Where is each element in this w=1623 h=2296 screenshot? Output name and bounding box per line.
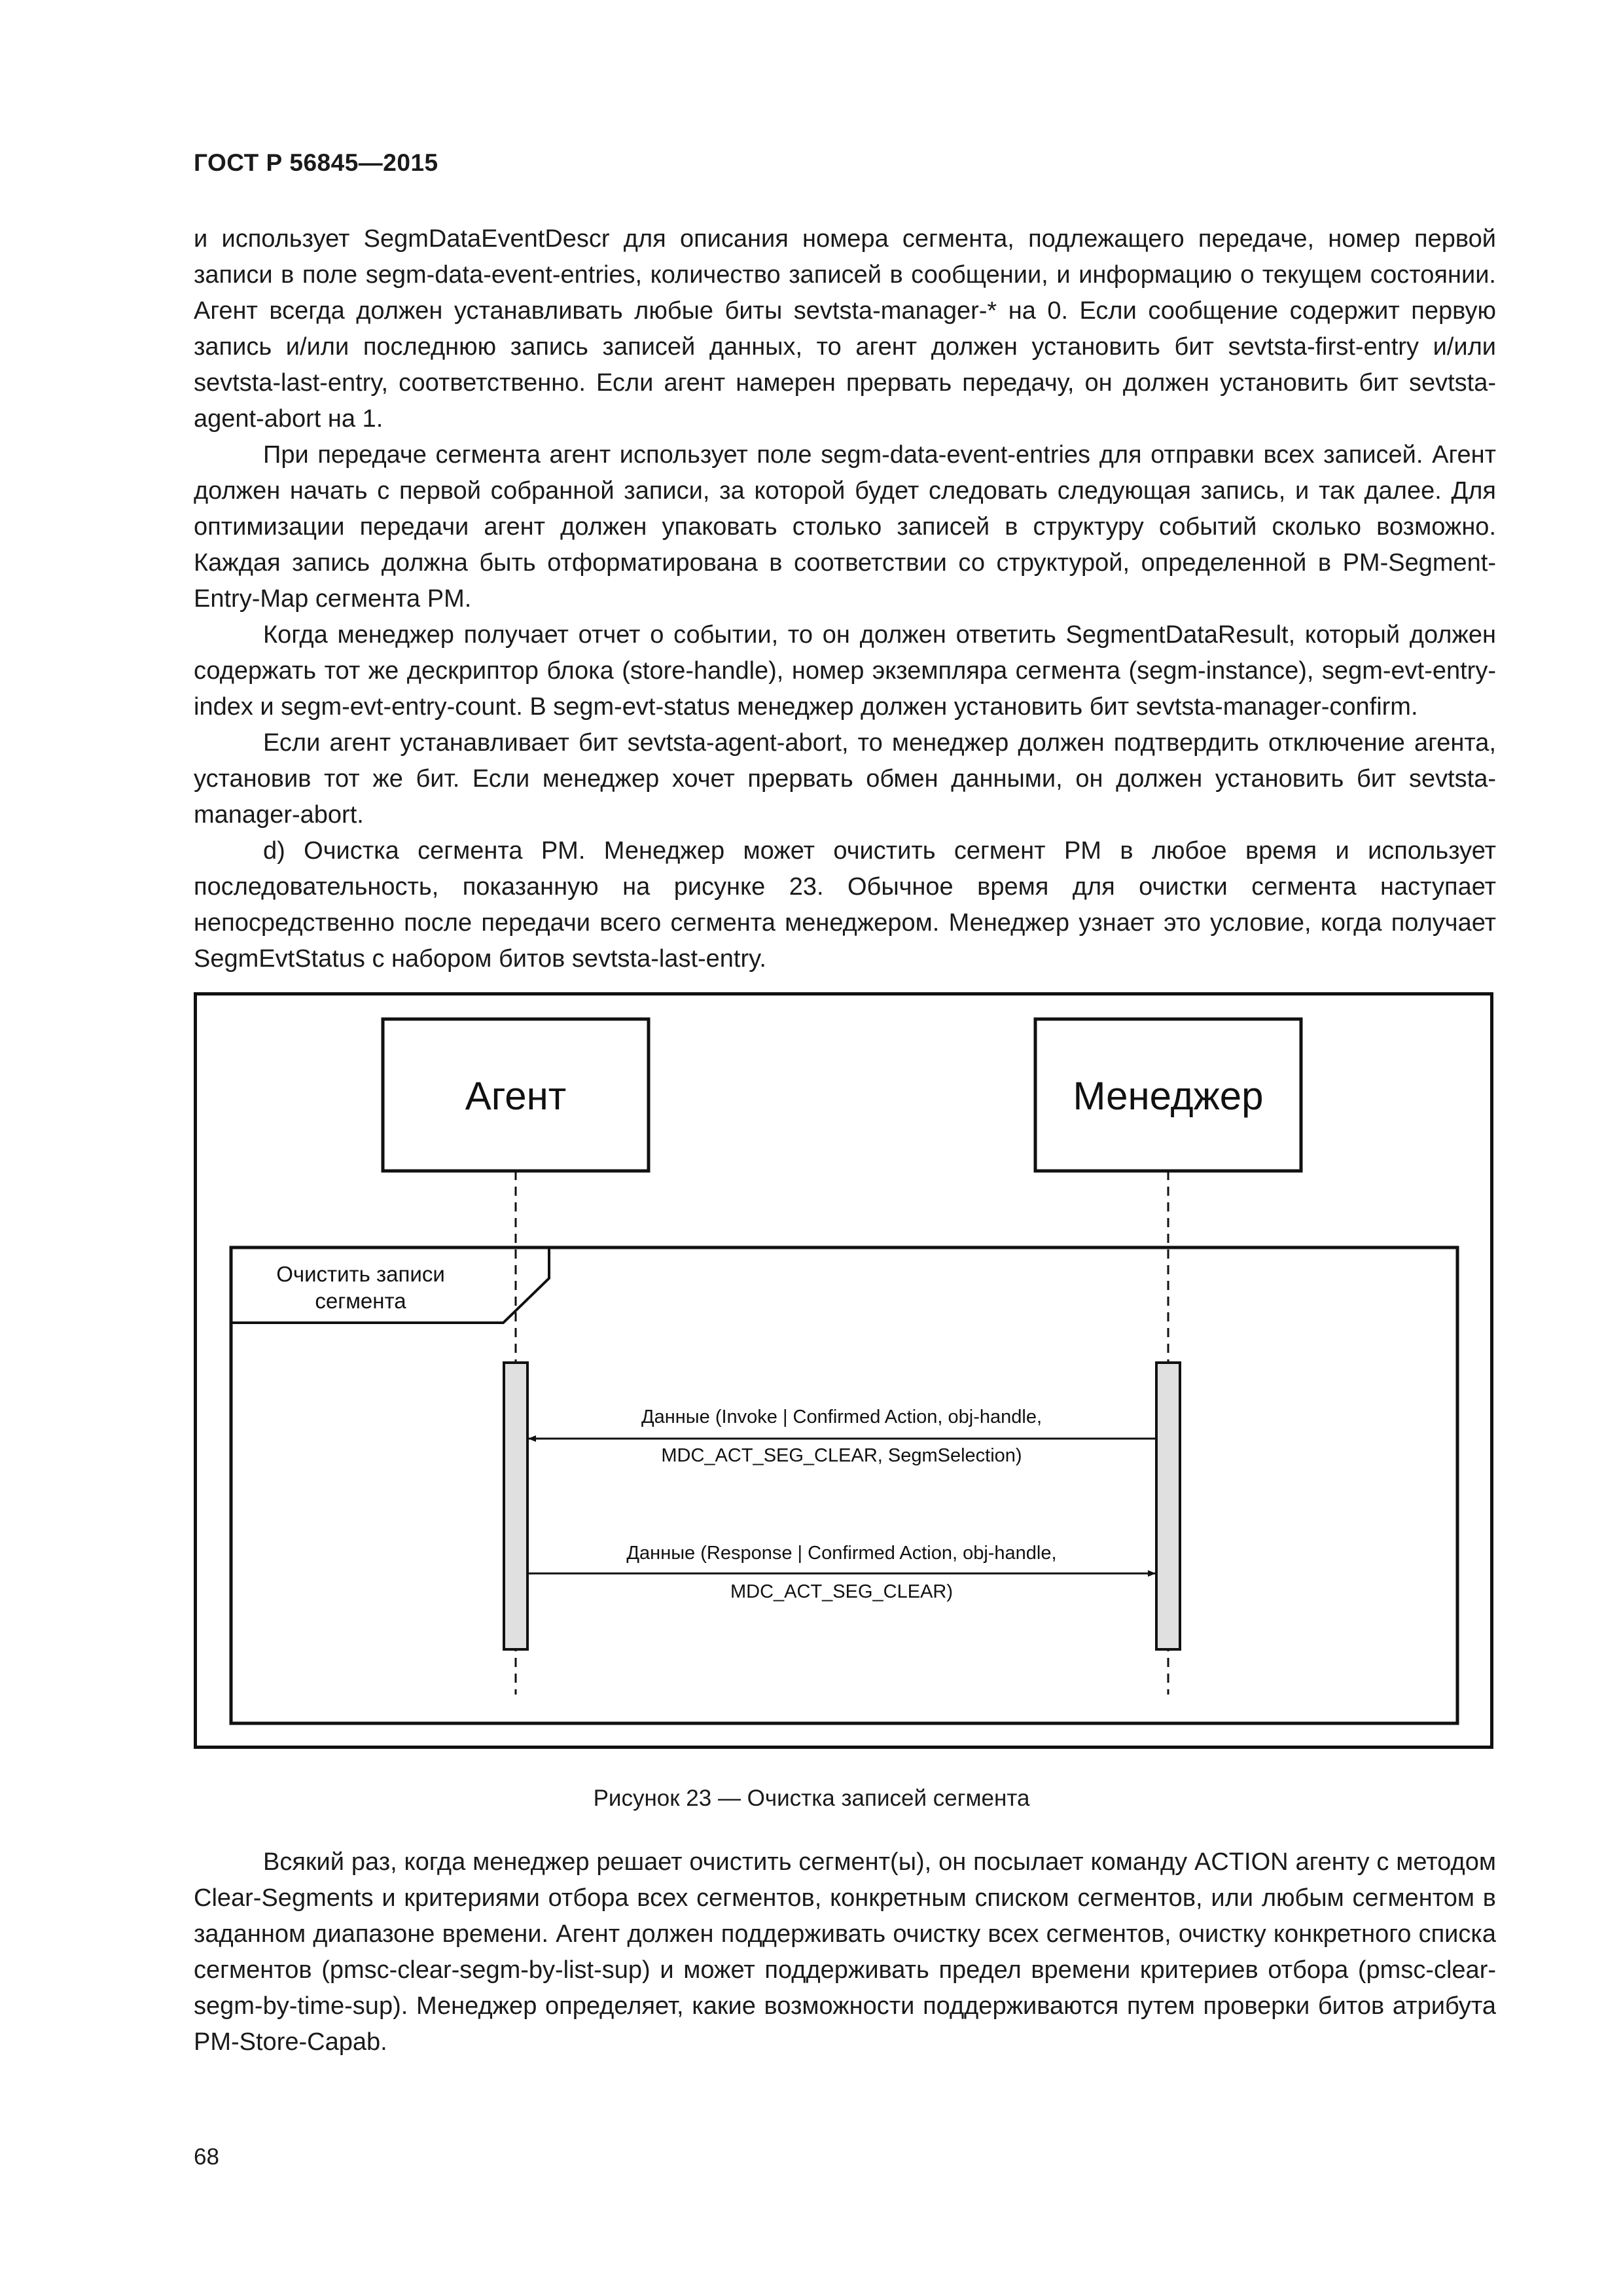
- agent-activation-bar: [504, 1363, 527, 1649]
- paragraph: Всякий раз, когда менеджер решает очистить сегмент(ы), он посылает команду ACTION агенту с методом Clear-Segments и критериями отбора всех сегментов, конкретным списком сегментов, или любым сегментом в заданном диапазоне времени. Агент должен поддерживать очистку всех сегментов, очистку конкретного списка сегментов (pmsc-clear-segm-by-list-sup) и может поддерживать предел времени критериев отбора (pmsc-clear-segm-by-time-sup). Менеджер определяет, какие возможности поддерживаются путем проверки битов атрибута PM-Store-Capab.: [194, 1848, 1496, 2056]
- fragment-label-line1: Очистить записи: [276, 1262, 445, 1286]
- paragraph: d) Очистка сегмента PM. Менеджер может очистить сегмент PM в любое время и использует последовательность, показанную на рисунке 23. Обычное время для очистки сегмента наступает непосредственно после передачи всего сегмента менеджером. Менеджер узнает это условие, когда получает SegmEvtStatus с набором битов sevtsta-last-entry.: [194, 837, 1496, 973]
- paragraph: Если агент устанавливает бит sevtsta-agent-abort, то менеджер должен подтвердить отключение агента, установив тот же бит. Если менеджер хочет прервать обмен данными, он должен установить бит sevtsta-manager-abort.: [194, 729, 1496, 829]
- page-number: 68: [194, 2144, 219, 2170]
- fragment-label-line2: сегмента: [315, 1289, 406, 1313]
- paragraph: и использует SegmDataEventDescr для описания номера сегмента, подлежащего передаче, номер первой записи в поле segm-data-event-entries, количество записей в сообщении, и информацию о текущем состоянии. Агент всегда должен устанавливать любые биты sevtsta-manager-* на 0. Если сообщение содержит первую запись и/или последнюю запись записей данных, то агент должен установить бит sevtsta-first-entry и/или sevtsta-last-entry, соответственно. Если агент намерен прервать передачу, он должен установить бит sevtsta-agent-abort на 1.: [194, 225, 1496, 433]
- message-2-label-line1: Данные (Response | Confirmed Action, obj-handle,: [626, 1543, 1057, 1564]
- figure-caption: Рисунок 23 — Очистка записей сегмента: [593, 1785, 1030, 1811]
- paragraph: При передаче сегмента агент использует поле segm-data-event-entries для отправки всех записей. Агент должен начать с первой собранной записи, за которой будет следовать следующая запись, и так далее. Для оптимизации передачи агент должен упаковать столько записей в структуру событий сколько возможно. Каждая запись должна быть отформатирована в соответствии со структурой, определенной в PM-Segment-Entry-Map сегмента PM.: [194, 441, 1496, 613]
- message-1-label-line2: MDC_ACT_SEG_CLEAR, SegmSelection): [661, 1445, 1022, 1466]
- fragment-frame: [231, 1247, 1457, 1723]
- sequence-diagram-canvas: [197, 996, 1490, 1746]
- manager-label: Менеджер: [1073, 1074, 1264, 1118]
- message-2-label-line2: MDC_ACT_SEG_CLEAR): [730, 1581, 954, 1602]
- body-text-top: [194, 221, 1496, 977]
- manager-activation-bar: [1156, 1363, 1180, 1649]
- document-header: ГОСТ Р 56845—2015: [194, 149, 438, 176]
- message-1-label-line1: Данные (Invoke | Confirmed Action, obj-handle,: [641, 1407, 1043, 1427]
- paragraph: Когда менеджер получает отчет о событии, то он должен ответить SegmentDataResult, который должен содержать тот же дескриптор блока (store-handle), номер экземпляра сегмента (segm-instance), segm-evt-entry-index и segm-evt-entry-count. В segm-evt-status менеджер должен установить бит sevtsta-manager-confirm.: [194, 621, 1496, 721]
- body-text-bottom: [194, 1844, 1496, 2060]
- sequence-diagram: [194, 992, 1493, 1749]
- agent-label: Агент: [465, 1074, 567, 1118]
